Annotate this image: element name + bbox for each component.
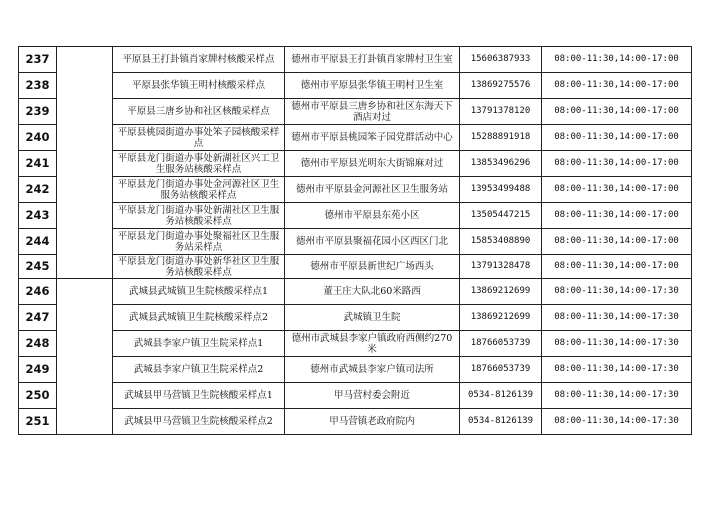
sampling-point-cell: 平原县龙门街道办事处聚福社区卫生服务站采样点 — [113, 229, 285, 255]
row-number-cell: 237 — [19, 47, 57, 73]
row-number-cell: 246 — [19, 279, 57, 305]
row-number-cell: 248 — [19, 331, 57, 357]
district-cell — [57, 331, 113, 357]
phone-cell: 13791378120 — [460, 99, 542, 125]
phone-cell: 13869212699 — [460, 305, 542, 331]
table-row — [19, 151, 692, 177]
sampling-point-cell: 平原县龙门街道办事处新湖社区兴工卫生服务站核酸采样点 — [113, 151, 285, 177]
phone-cell: 18766053739 — [460, 331, 542, 357]
hours-cell: 08:00-11:30,14:00-17:30 — [542, 279, 692, 305]
sampling-point-cell: 平原县三唐乡协和社区核酸采样点 — [113, 99, 285, 125]
hours-cell: 08:00-11:30,14:00-17:00 — [542, 73, 692, 99]
table-row — [19, 125, 692, 151]
phone-cell: 13869212699 — [460, 279, 542, 305]
sampling-point-cell: 平原县龙门街道办事处新湖社区卫生服务站核酸采样点 — [113, 203, 285, 229]
table-row — [19, 305, 692, 331]
row-number-cell: 247 — [19, 305, 57, 331]
district-cell — [57, 203, 113, 229]
phone-cell: 15853408890 — [460, 229, 542, 255]
address-cell: 德州市平原县东苑小区 — [285, 203, 460, 229]
address-cell: 德州市平原县新世纪广场西头 — [285, 255, 460, 279]
sampling-point-cell: 武城县甲马营镇卫生院核酸采样点1 — [113, 383, 285, 409]
hours-cell: 08:00-11:30,14:00-17:30 — [542, 357, 692, 383]
row-number-cell: 250 — [19, 383, 57, 409]
row-number-cell: 251 — [19, 409, 57, 435]
district-cell — [57, 357, 113, 383]
table-body — [19, 47, 692, 435]
sampling-point-cell: 平原县龙门街道办事处金河源社区卫生服务站核酸采样点 — [113, 177, 285, 203]
district-cell — [57, 151, 113, 177]
hours-cell: 08:00-11:30,14:00-17:00 — [542, 125, 692, 151]
row-number-cell: 245 — [19, 255, 57, 279]
address-cell: 德州市平原县聚福花园小区西区门北 — [285, 229, 460, 255]
district-cell — [57, 99, 113, 125]
phone-cell: 13853496296 — [460, 151, 542, 177]
row-number-cell: 244 — [19, 229, 57, 255]
district-cell — [57, 305, 113, 331]
district-cell — [57, 409, 113, 435]
hours-cell: 08:00-11:30,14:00-17:30 — [542, 383, 692, 409]
table-row — [19, 73, 692, 99]
hours-cell: 08:00-11:30,14:00-17:00 — [542, 151, 692, 177]
address-cell: 武城镇卫生院 — [285, 305, 460, 331]
address-cell: 德州市平原县桃园笨子园党群活动中心 — [285, 125, 460, 151]
table-row — [19, 255, 692, 279]
sampling-point-cell: 武城县李家户镇卫生院采样点1 — [113, 331, 285, 357]
phone-cell: 13505447215 — [460, 203, 542, 229]
address-cell: 德州市平原县王打卦镇肖家牌村卫生室 — [285, 47, 460, 73]
table-row — [19, 331, 692, 357]
row-number-cell: 241 — [19, 151, 57, 177]
table-row — [19, 279, 692, 305]
sampling-point-cell: 武城县武城镇卫生院核酸采样点1 — [113, 279, 285, 305]
row-number-cell: 242 — [19, 177, 57, 203]
sampling-point-cell: 武城县甲马营镇卫生院核酸采样点2 — [113, 409, 285, 435]
sampling-points-table — [18, 46, 692, 435]
sampling-point-cell: 平原县张华镇王明村核酸采样点 — [113, 73, 285, 99]
sampling-point-cell: 平原县桃园街道办事处笨子园核酸采样点 — [113, 125, 285, 151]
hours-cell: 08:00-11:30,14:00-17:00 — [542, 203, 692, 229]
row-number-cell: 243 — [19, 203, 57, 229]
row-number-cell: 238 — [19, 73, 57, 99]
phone-cell: 13953499488 — [460, 177, 542, 203]
row-number-cell: 249 — [19, 357, 57, 383]
address-cell: 德州市平原县金河源社区卫生服务站 — [285, 177, 460, 203]
address-cell: 德州市平原县张华镇王明村卫生室 — [285, 73, 460, 99]
phone-cell: 15606387933 — [460, 47, 542, 73]
hours-cell: 08:00-11:30,14:00-17:00 — [542, 47, 692, 73]
district-cell — [57, 73, 113, 99]
hours-cell: 08:00-11:30,14:00-17:00 — [542, 177, 692, 203]
district-cell — [57, 229, 113, 255]
district-cell — [57, 177, 113, 203]
row-number-cell: 239 — [19, 99, 57, 125]
district-cell — [57, 279, 113, 305]
address-cell: 甲马营镇老政府院内 — [285, 409, 460, 435]
sampling-point-cell: 武城县武城镇卫生院核酸采样点2 — [113, 305, 285, 331]
table-row — [19, 383, 692, 409]
table-row — [19, 357, 692, 383]
phone-cell: 13791328478 — [460, 255, 542, 279]
row-number-cell: 240 — [19, 125, 57, 151]
table-row — [19, 203, 692, 229]
sampling-point-cell: 武城县李家户镇卫生院采样点2 — [113, 357, 285, 383]
phone-cell: 13869275576 — [460, 73, 542, 99]
sampling-point-cell: 平原县王打卦镇肖家牌村核酸采样点 — [113, 47, 285, 73]
phone-cell: 15288891918 — [460, 125, 542, 151]
address-cell: 董王庄大队北60米路西 — [285, 279, 460, 305]
hours-cell: 08:00-11:30,14:00-17:30 — [542, 409, 692, 435]
district-cell — [57, 255, 113, 279]
hours-cell: 08:00-11:30,14:00-17:00 — [542, 229, 692, 255]
address-cell: 德州市平原县三唐乡协和社区东海天下酒店对过 — [285, 99, 460, 125]
table-row — [19, 409, 692, 435]
table-row — [19, 229, 692, 255]
phone-cell: 0534-8126139 — [460, 409, 542, 435]
district-cell — [57, 47, 113, 73]
hours-cell: 08:00-11:30,14:00-17:30 — [542, 305, 692, 331]
address-cell: 德州市武城县李家户镇司法所 — [285, 357, 460, 383]
table-row — [19, 99, 692, 125]
phone-cell: 0534-8126139 — [460, 383, 542, 409]
district-cell — [57, 383, 113, 409]
address-cell: 德州市武城县李家户镇政府西侧约270米 — [285, 331, 460, 357]
table-row — [19, 47, 692, 73]
address-cell: 德州市平原县光明东大街锦麻对过 — [285, 151, 460, 177]
sampling-point-cell: 平原县龙门街道办事处新华社区卫生服务站核酸采样点 — [113, 255, 285, 279]
address-cell: 甲马营村委会附近 — [285, 383, 460, 409]
hours-cell: 08:00-11:30,14:00-17:00 — [542, 99, 692, 125]
phone-cell: 18766053739 — [460, 357, 542, 383]
hours-cell: 08:00-11:30,14:00-17:00 — [542, 255, 692, 279]
table-row — [19, 177, 692, 203]
district-cell — [57, 125, 113, 151]
hours-cell: 08:00-11:30,14:00-17:30 — [542, 331, 692, 357]
